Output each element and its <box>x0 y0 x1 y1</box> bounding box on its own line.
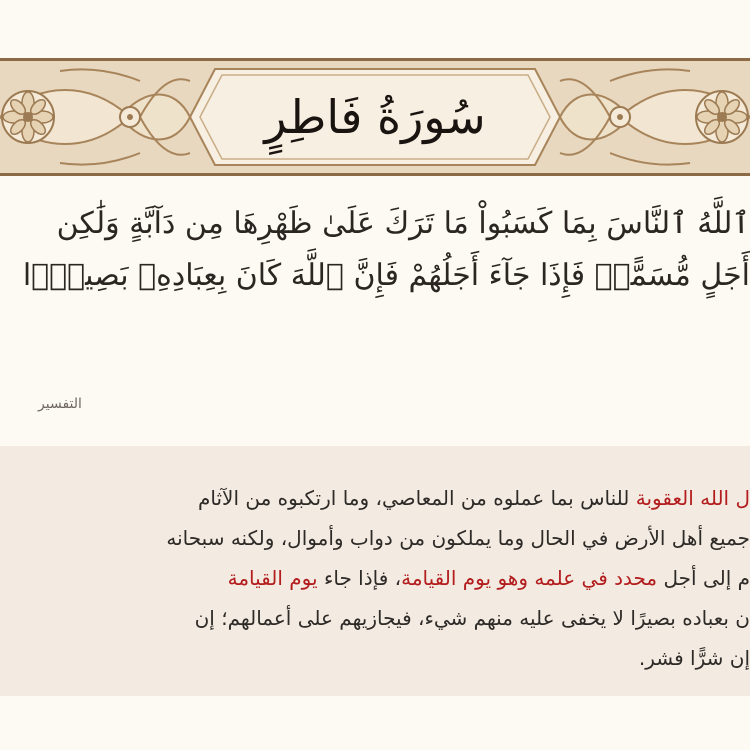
tafsir-highlight: يوم القيامة <box>227 566 318 590</box>
tafsir-text: ، فإذا جاء <box>317 566 402 590</box>
tafsir-text: م إلى أجل <box>657 566 750 590</box>
tafsir-highlight: ل الله العقوبة <box>635 486 750 510</box>
ayah-line-1: ٱللَّهُ ٱلنَّاسَ بِمَا كَسَبُواْ مَا تَرَكَ عَلَىٰ ظَهْرِهَا مِن دَآبَّةٍ وَلَٰكِن <box>56 206 750 241</box>
tafsir-highlight: محدد في علمه وهو يوم القيامة <box>401 566 658 590</box>
tafsir-text: للناس بما عملوه من المعاصي، وما ارتكبوه من الآثام <box>198 486 636 510</box>
tafsir-label: التفسير <box>38 396 82 412</box>
tafsir-line-2 <box>166 526 750 550</box>
tafsir-text: إن شرًّا فشر. <box>638 646 750 670</box>
tafsir-text: ن بعباده بصيرًا لا يخفى عليه منهم شيء، فيجازيهم على أعمالهم؛ إن <box>194 606 750 630</box>
tafsir-line-1 <box>198 486 750 510</box>
tafsir-line-3 <box>228 566 750 590</box>
page-bottom <box>0 696 750 750</box>
ayah-line-2: أَجَلٍ مُّسَمًّىۖ فَإِذَا جَآءَ أَجَلُهُمْ فَإِنَّ ٱللَّهَ كَانَ بِعِبَادِهِۦ بَصِيرًۢا <box>22 258 750 293</box>
left-rosette <box>2 91 54 143</box>
tafsir-line-5 <box>639 646 750 670</box>
tafsir-panel <box>0 446 750 696</box>
tafsir-text: جميع أهل الأرض في الحال وما يملكون من دواب وأموال، ولكنه سبحانه <box>166 526 750 550</box>
surah-title: سُورَةُ فَاطِرٍ <box>264 90 486 144</box>
surah-banner <box>0 58 750 176</box>
tafsir-line-4 <box>195 606 750 630</box>
